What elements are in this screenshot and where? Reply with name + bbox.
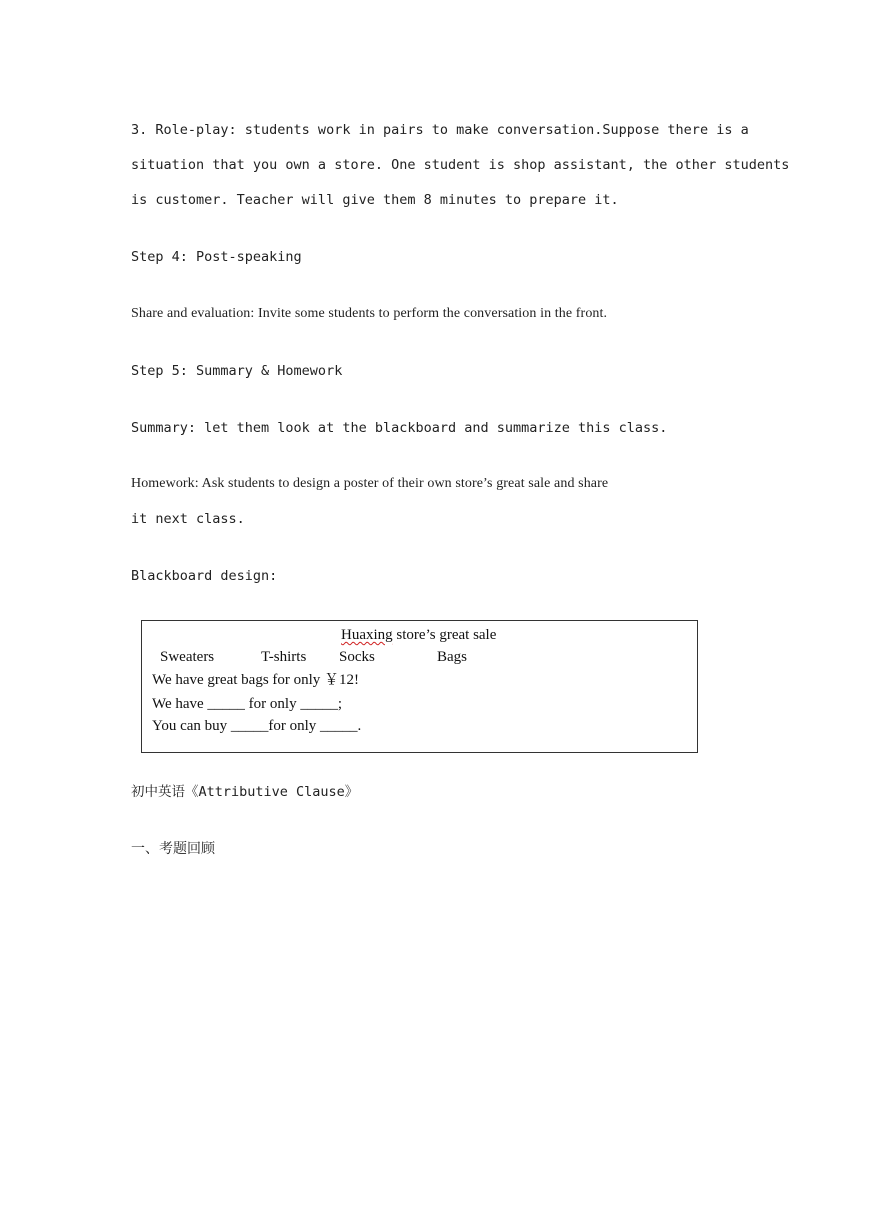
roleplay-line-2: situation that you own a store. One student is shop assistant, the other students bbox=[131, 157, 790, 173]
homework-line-2: it next class. bbox=[131, 511, 245, 527]
blackboard-item-sweaters: Sweaters bbox=[160, 649, 215, 665]
blackboard-title-store-name: Huaxing bbox=[341, 627, 393, 643]
roleplay-line-3: is customer. Teacher will give them 8 minutes to prepare it. bbox=[131, 192, 619, 208]
blackboard-sentence-1: We have great bags for only ￥12! bbox=[152, 672, 360, 688]
blackboard-title-rest: store’s great sale bbox=[392, 627, 497, 643]
blackboard-design-box bbox=[141, 620, 698, 753]
blackboard-item-bags: Bags bbox=[437, 649, 467, 665]
step4-heading: Step 4: Post-speaking bbox=[131, 249, 302, 265]
summary-text: Summary: let them look at the blackboard and summarize this class. bbox=[131, 420, 668, 436]
section-heading: 一、考题回顾 bbox=[131, 841, 215, 857]
course-title: 初中英语《Attributive Clause》 bbox=[131, 784, 359, 800]
blackboard-title bbox=[341, 628, 496, 643]
blackboard-item-socks: Socks bbox=[339, 649, 375, 665]
blackboard-sentence-3: You can buy _____for only _____. bbox=[152, 718, 362, 734]
blackboard-item-tshirts: T-shirts bbox=[261, 649, 307, 665]
roleplay-line-1: 3. Role-play: students work in pairs to make conversation.Suppose there is a bbox=[131, 122, 749, 138]
share-evaluation-text: Share and evaluation: Invite some students to perform the conversation in the front. bbox=[131, 306, 608, 321]
blackboard-sentence-2: We have _____ for only _____; bbox=[152, 696, 343, 712]
homework-line-1: Homework: Ask students to design a poster of their own store’s great sale and share bbox=[131, 476, 609, 491]
blackboard-label: Blackboard design: bbox=[131, 568, 278, 584]
step5-heading: Step 5: Summary & Homework bbox=[131, 363, 343, 379]
